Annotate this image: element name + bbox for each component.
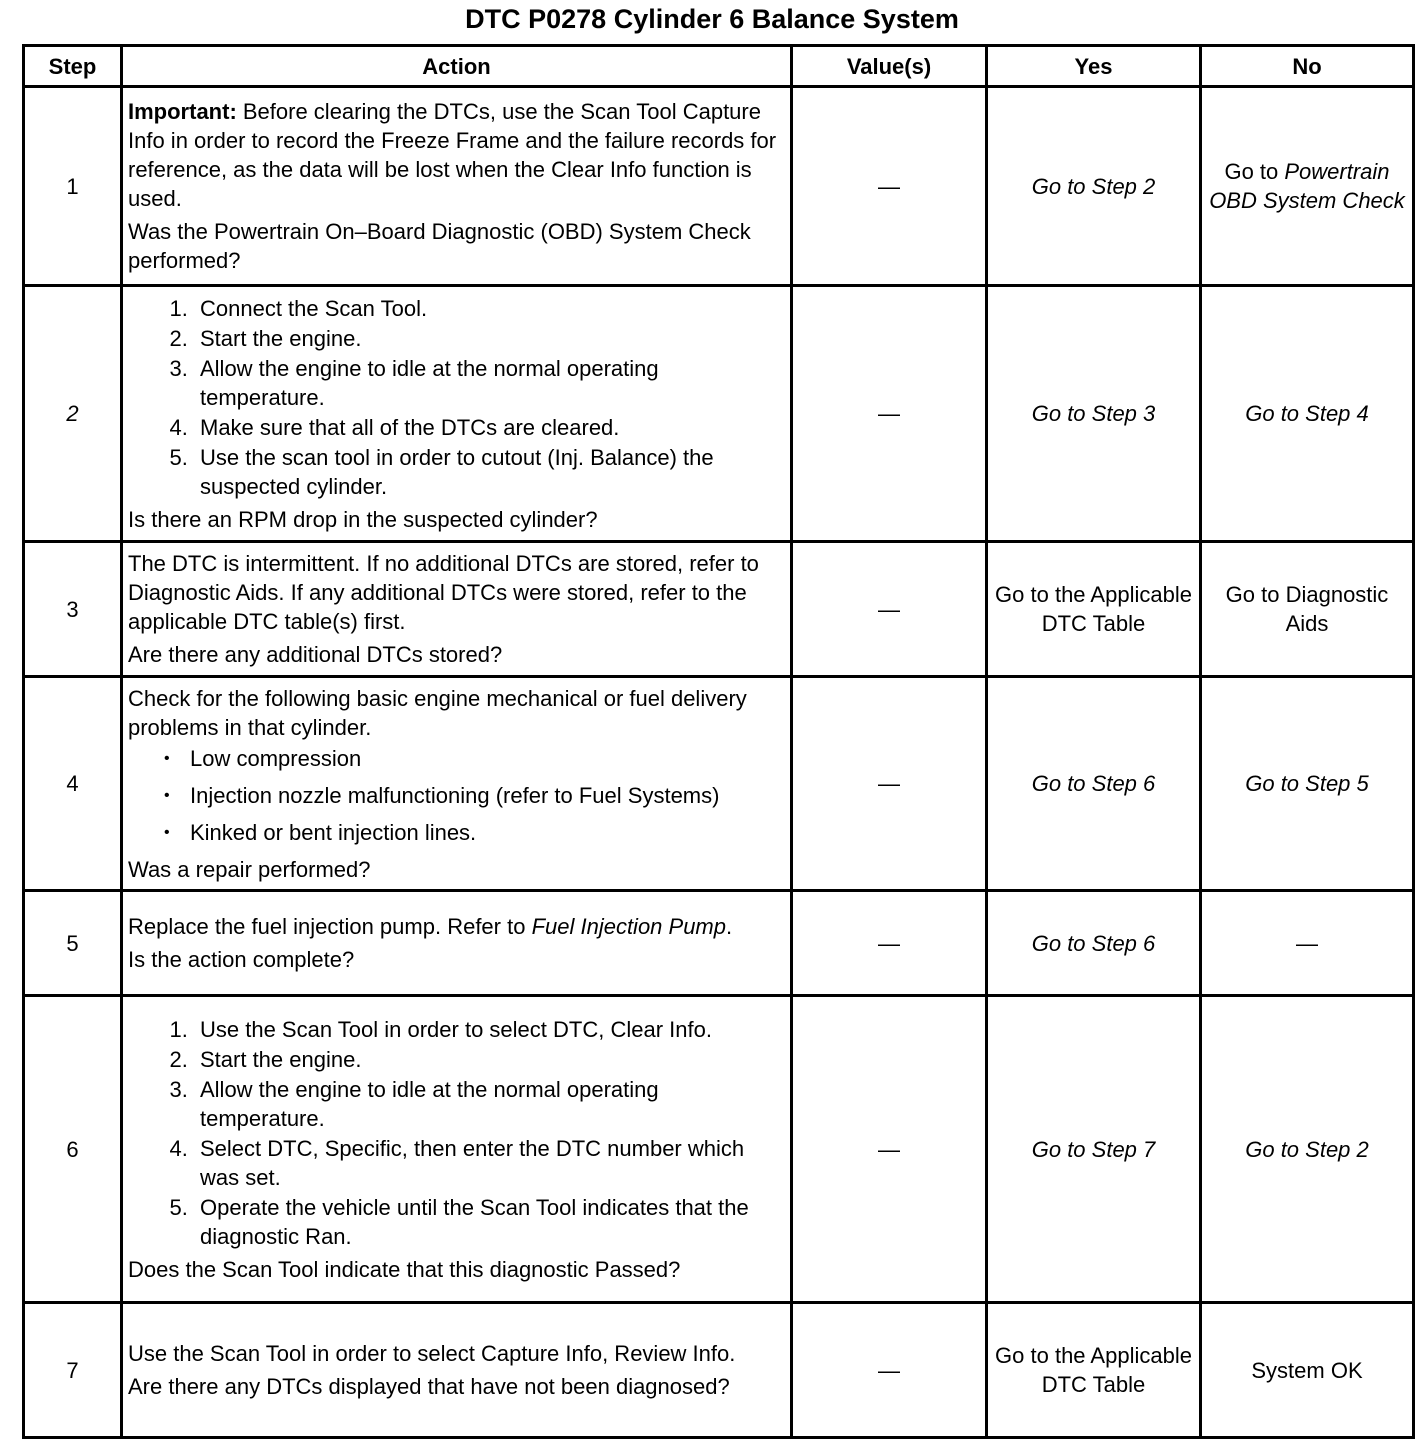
list-item: 3. Allow the engine to idle at the normal operating temperature. xyxy=(194,1075,785,1133)
fuel-injection-pump-ref: Fuel Injection Pump xyxy=(531,914,726,939)
action-cell xyxy=(122,87,792,286)
no-cell: — xyxy=(1201,891,1414,996)
important-note xyxy=(128,97,785,213)
no-cell: System OK xyxy=(1201,1303,1414,1438)
action-cell xyxy=(122,1303,792,1438)
no-cell xyxy=(1201,87,1414,286)
list-item: 5. Operate the vehicle until the Scan Tool indicates that the diagnostic Ran. xyxy=(194,1193,785,1251)
header-no: No xyxy=(1201,46,1414,87)
list-item: 4. Make sure that all of the DTCs are cleared. xyxy=(194,413,785,442)
list-item: 1. Use the Scan Tool in order to select DTC, Clear Info. xyxy=(194,1015,785,1044)
step-number: 7 xyxy=(24,1303,122,1438)
table-header-row xyxy=(24,46,1414,87)
table-row xyxy=(24,996,1414,1303)
important-label: Important: xyxy=(128,99,237,124)
no-cell: Go to Step 2 xyxy=(1201,996,1414,1303)
list-item: • Low compression xyxy=(190,744,785,773)
action-steps-list xyxy=(128,294,785,501)
no-link: Powertrain OBD System Check xyxy=(1209,159,1405,213)
no-cell: Go to Step 5 xyxy=(1201,677,1414,891)
action-question: Is there an RPM drop in the suspected cylinder? xyxy=(128,506,598,532)
list-item: 4. Select DTC, Specific, then enter the DTC number which was set. xyxy=(194,1134,785,1192)
action-text-prefix: Replace the fuel injection pump. Refer to xyxy=(128,914,532,939)
table-row xyxy=(24,542,1414,677)
step-number: 5 xyxy=(24,891,122,996)
action-question: Are there any DTCs displayed that have not been diagnosed? xyxy=(128,1374,730,1399)
table-row xyxy=(24,891,1414,996)
step-number: 6 xyxy=(24,996,122,1303)
list-item: • Injection nozzle malfunctioning (refer to Fuel Systems) xyxy=(190,781,785,810)
step-number: 3 xyxy=(24,542,122,677)
value-cell: — xyxy=(792,677,987,891)
header-values: Value(s) xyxy=(792,46,987,87)
table-row xyxy=(24,1303,1414,1438)
action-cell xyxy=(122,677,792,891)
header-yes: Yes xyxy=(987,46,1201,87)
action-cell xyxy=(122,891,792,996)
action-question: Are there any additional DTCs stored? xyxy=(128,642,503,667)
no-cell: Go to Diagnostic Aids xyxy=(1201,542,1414,677)
step-number: 4 xyxy=(24,677,122,891)
value-cell: — xyxy=(792,891,987,996)
yes-cell: Go to Step 6 xyxy=(987,677,1201,891)
table-row xyxy=(24,286,1414,542)
table-row xyxy=(24,87,1414,286)
header-step: Step xyxy=(24,46,122,87)
action-text xyxy=(128,912,785,941)
value-cell: — xyxy=(792,1303,987,1438)
list-item: 2. Start the engine. xyxy=(194,324,785,353)
step-number: 1 xyxy=(24,87,122,286)
action-cell xyxy=(122,996,792,1303)
action-question: Is the action complete? xyxy=(128,947,355,972)
problem-bullets xyxy=(128,744,785,847)
page-title: DTC P0278 Cylinder 6 Balance System xyxy=(465,4,959,34)
action-text-suffix: . xyxy=(726,914,733,939)
action-cell xyxy=(122,542,792,677)
action-text: Use the Scan Tool in order to select Capture Info, Review Info. xyxy=(128,1341,736,1366)
list-item: 1. Connect the Scan Tool. xyxy=(194,294,785,323)
table-row xyxy=(24,677,1414,891)
action-text: Check for the following basic engine mechanical or fuel delivery problems in that cylinder. xyxy=(128,685,747,740)
action-question: Was the Powertrain On–Board Diagnostic (OBD) System Check performed? xyxy=(128,219,751,273)
action-steps-list xyxy=(128,1015,785,1251)
value-cell: — xyxy=(792,87,987,286)
yes-cell: Go to Step 3 xyxy=(987,286,1201,542)
no-prefix: Go to xyxy=(1224,159,1285,184)
diagnostic-table xyxy=(22,44,1415,1439)
list-item: 2. Start the engine. xyxy=(194,1045,785,1074)
list-item: • Kinked or bent injection lines. xyxy=(190,818,785,847)
important-text: Before clearing the DTCs, use the Scan Tool Capture Info in order to record the Freeze Frame and the failure records for reference, as the data will be lost when the Clear Info function is used. xyxy=(128,99,777,211)
yes-cell: Go to the Applicable DTC Table xyxy=(987,1303,1201,1438)
yes-cell: Go to Step 2 xyxy=(987,87,1201,286)
value-cell: — xyxy=(792,286,987,542)
action-cell xyxy=(122,286,792,542)
yes-cell: Go to Step 6 xyxy=(987,891,1201,996)
action-text: The DTC is intermittent. If no additional DTCs are stored, refer to Diagnostic Aids. If any additional DTCs were stored, refer to the applicable DTC table(s) first. xyxy=(128,551,759,634)
list-item: 3. Allow the engine to idle at the normal operating temperature. xyxy=(194,354,785,412)
value-cell: — xyxy=(792,996,987,1303)
list-item: 5. Use the scan tool in order to cutout (Inj. Balance) the suspected cylinder. xyxy=(194,443,785,501)
no-cell: Go to Step 4 xyxy=(1201,286,1414,542)
value-cell: — xyxy=(792,542,987,677)
action-question: Does the Scan Tool indicate that this diagnostic Passed? xyxy=(128,1256,681,1282)
step-number: 2 xyxy=(24,286,122,542)
yes-cell: Go to Step 7 xyxy=(987,996,1201,1303)
action-question: Was a repair performed? xyxy=(128,856,371,882)
yes-cell: Go to the Applicable DTC Table xyxy=(987,542,1201,677)
header-action: Action xyxy=(122,46,792,87)
